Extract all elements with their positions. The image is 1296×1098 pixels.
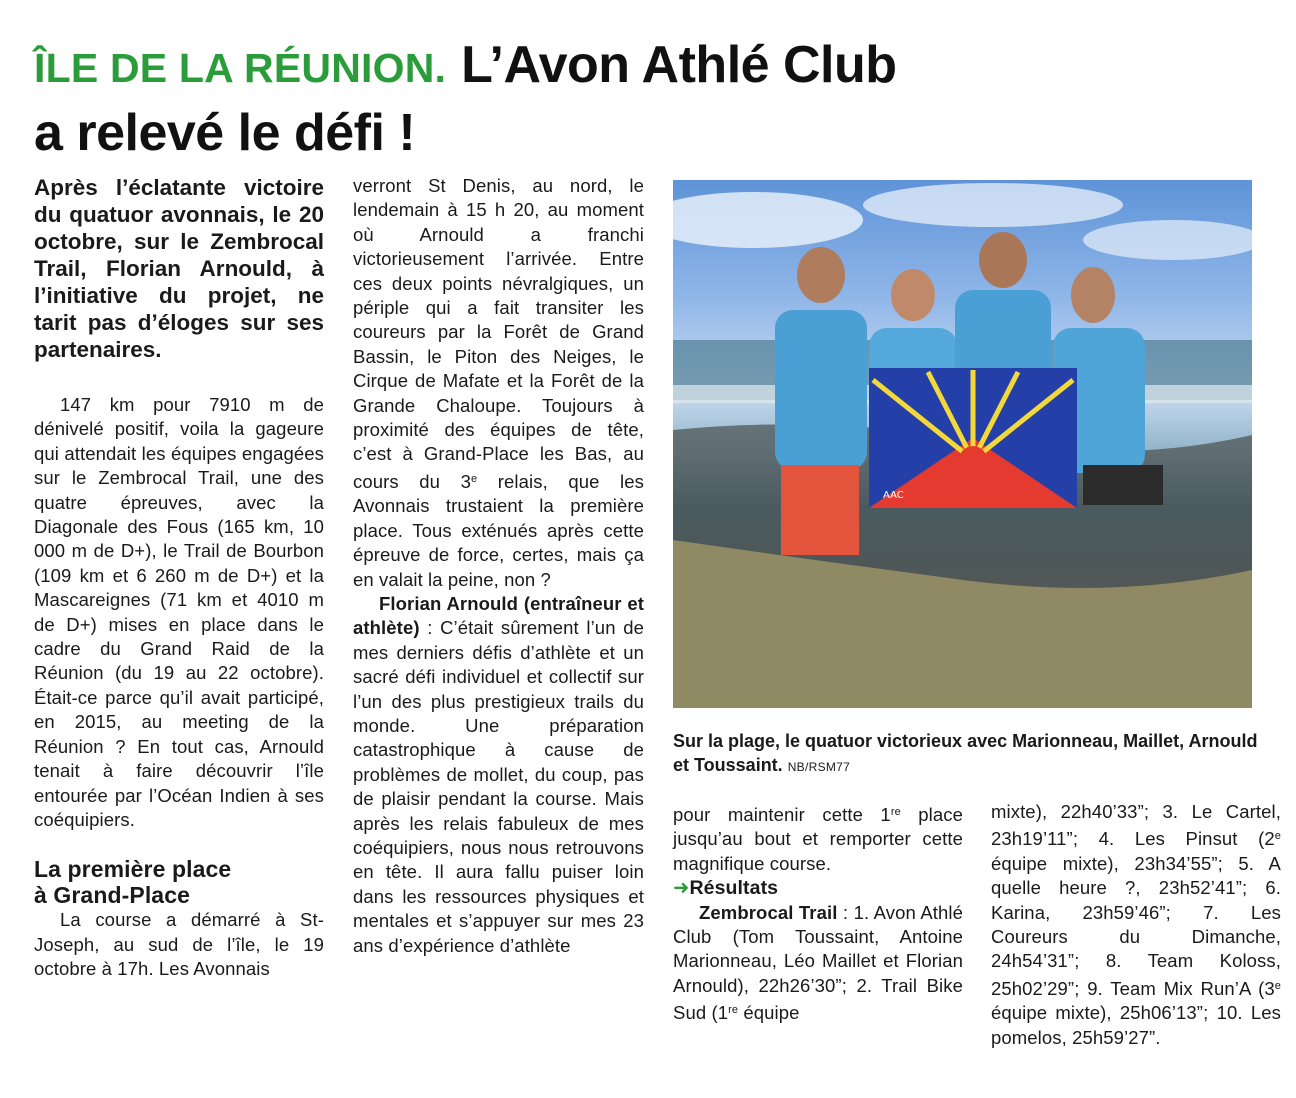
headline-title-part1: L’Avon Athlé Club [461,36,897,94]
subheading [34,856,324,908]
ordinal-suffix: e [471,472,478,485]
results-text: : 1. Avon Athlé Club (Tom Toussaint, Antoine Marionneau, Léo Maillet et Florian Arnould), 22h26’30”; 2. Trail Bike Sud (1 [673,901,964,1024]
body-paragraph: La course a démarré à St-Joseph, au sud de l’île, le 19 octobre à 17h. Les Avonnais [34,909,324,980]
photo-credit: NB/RSM77 [787,760,851,774]
quote-paragraph [353,592,644,958]
column-4 [991,800,1281,1050]
results-paragraph [991,800,1281,1050]
body-text: pour maintenir cette 1 [673,804,891,825]
subheading-line: à Grand-Place [34,882,190,909]
results-text: équipe mixte), 25h06’13”; 10. Les pomelos, 25h59’27”. [991,1002,1281,1048]
quote-text: : C’était sûrement l’un de mes derniers défis d’athlète et un sacré défi individuel et collectif sur l’un des plus prestigieux trails du monde. Une préparation catastrophique à cause de problèmes de mollet, du coup, pas de plaisir pendant la course. Mais après les relais fabuleux de mes coéquipiers, nous nous retrouvons en tête. Il aura fallu puiser loin dans les ressources physiques et mentales et s’appuyer sur mes 23 ans d’expérience d’athlète [353,617,644,956]
body-text: verront St Denis, au nord, le lendemain à 15 h 20, au moment où Arnould a franchi victorieusement l’arrivée. Entre ces deux points névralgiques, un périple qui a fait transiter les coureurs par la Forêt de Grand Bassin, le Piton des Neiges, le Cirque de Mafate et la Forêt de la Grande Chaloupe. Toujours à proximité des équipes de tête, c’est à Grand-Place les Bas, au cours du [353,175,644,492]
lead-paragraph: Après l’éclatante victoire du quatuor avonnais, le 20 octobre, sur le Zembrocal Trail, Florian Arnould, à l’initiative du projet, ne tarit pas d’éloges sur ses partenaires. [34,175,324,362]
race-name: Zembrocal Trail [699,901,838,923]
subheading-line: La première place [34,856,232,883]
photo-illustration [673,180,1252,708]
body-paragraph [353,174,644,592]
results-label: Résultats [689,877,779,900]
column-2 [353,174,644,958]
results-heading [673,876,963,900]
column-3 [673,800,963,1026]
results-text: équipe mixte), 23h34’55”; 5. A quelle heure ?, 23h52’41”; 6. Karina, 23h59’46”; 7. Les Coureurs du Dimanche, 24h54’31”; 8. Team Koloss, 25h02’29”; 9. Team Mix Run’A (3 [991,852,1281,999]
headline-title-part2: a relevé le défi ! [34,104,416,162]
photo-caption [673,729,1263,779]
body-text: place jusqu’au bout et remporter cette magnifique course. [673,804,963,874]
speaker-name: Florian Arnould (entraîneur et athlète) [353,592,644,639]
flag-text: AAC [883,490,904,501]
ordinal: 3 [460,470,471,492]
headline [34,32,1274,165]
ordinal-suffix: re [728,1004,739,1017]
article-photo [673,180,1252,708]
arrow-right-icon: ➜ [673,877,690,900]
results-text: mixte), 22h40’33”; 3. Le Cartel, 23h19’11”; 4. Les Pinsut (2 [991,801,1281,850]
ordinal-suffix: e [1274,979,1281,992]
body-text: relais, que les Avonnais trustaient la première place. Tous exténués après cette épreuve de force, certes, mais ça en valait la peine, non ? [353,470,644,590]
ordinal-suffix: re [890,806,901,818]
results-text: équipe [738,1002,800,1024]
headline-kicker: ÎLE DE LA RÉUNION. [34,45,447,91]
results-paragraph [673,901,963,1026]
body-paragraph [673,800,963,876]
caption-text: Sur la plage, le quatuor victorieux avec Marionneau, Maillet, Arnould et Toussaint. [673,731,1258,775]
body-paragraph: 147 km pour 7910 m de dénivelé positif, voila la gageure qui attendait les équipes engagées sur le Zembrocal Trail, une des quatre épreuves, avec la Diagonale des Fous (165 km, 10 000 m de D+), le Trail de Bourbon (109 km et 6 260 m de D+) et la Mascareignes (71 km et 4010 m de D+) mises en place dans le cadre du Grand Raid de la Réunion (du 19 au 22 octobre). Était-ce parce qu’il avait participé, en 2015, au meeting de la Réunion ? En tout cas, Arnould tenait à faire découvrir l’île entourée par l’Océan Indien à ses coéquipiers. [34,394,324,830]
ordinal-suffix: e [1274,830,1281,843]
column-1 [34,174,324,982]
